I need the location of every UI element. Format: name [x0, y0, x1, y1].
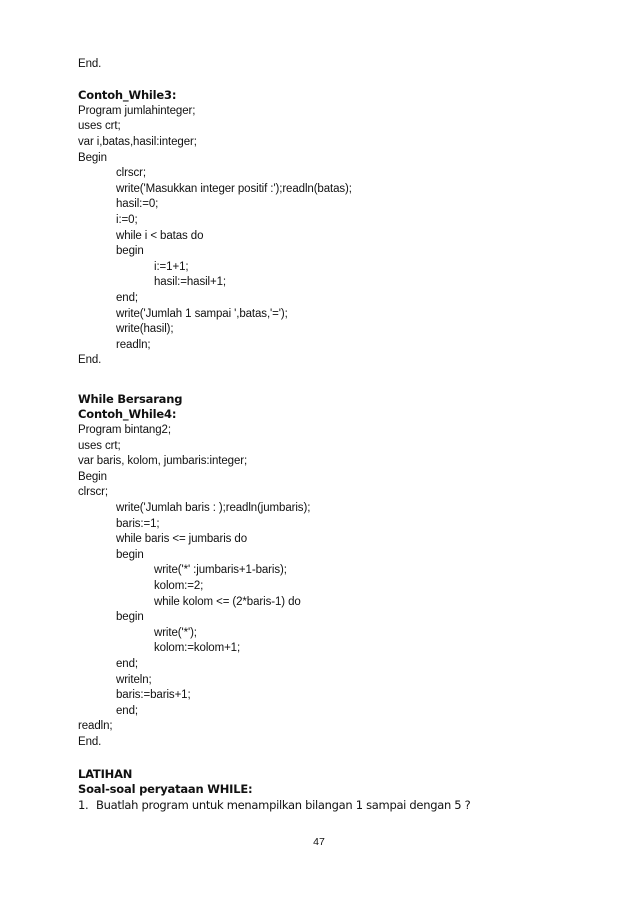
- code-line: End.: [78, 354, 102, 367]
- code-line: write(hasil);: [116, 323, 174, 336]
- code-line: begin: [116, 245, 144, 258]
- exercise-title: LATIHAN: [78, 766, 133, 781]
- code-line: end;: [116, 657, 138, 670]
- code-line: baris:=1;: [116, 517, 160, 530]
- code-line: write('*');: [154, 626, 197, 639]
- code-line: write('Jumlah 1 sampai ',batas,'=');: [116, 307, 288, 320]
- spacer: [78, 369, 598, 392]
- code-line: begin: [116, 611, 144, 624]
- code-line: hasil:=hasil+1;: [154, 276, 227, 289]
- code-line: i:=0;: [116, 213, 138, 226]
- code-line: write('Jumlah baris : );readln(jumbaris);: [116, 502, 311, 515]
- example-heading-while4: Contoh_While4:: [78, 407, 177, 422]
- code-line: kolom:=kolom+1;: [154, 642, 241, 655]
- section-title-while-bersarang: While Bersarang: [78, 391, 183, 406]
- code-line: while i < batas do: [116, 229, 204, 242]
- end-statement: End.: [78, 58, 102, 70]
- page-content: [78, 57, 598, 813]
- code-line: readln;: [78, 720, 113, 733]
- code-line: while baris <= jumbaris do: [116, 533, 247, 546]
- page-number: 47: [313, 836, 325, 848]
- code-line: end;: [116, 291, 138, 304]
- code-line: Begin: [78, 151, 107, 164]
- code-line: hasil:=0;: [116, 198, 159, 211]
- code-line: uses crt;: [78, 120, 121, 133]
- code-line: end;: [116, 704, 138, 717]
- code-line: uses crt;: [78, 439, 121, 452]
- code-line: begin: [116, 548, 144, 561]
- code-line: End.: [78, 735, 102, 748]
- code-line: kolom:=2;: [154, 580, 204, 592]
- code-line: write('Masukkan integer positif :');readln(batas);: [116, 182, 352, 195]
- code-line: i:=1+1;: [154, 260, 189, 273]
- spacer: [78, 73, 598, 89]
- exercise-item: [78, 798, 598, 814]
- code-line: clrscr;: [116, 167, 146, 180]
- code-line: writeln;: [116, 673, 152, 686]
- code-line: clrscr;: [78, 486, 108, 499]
- code-line: Program bintang2;: [78, 424, 171, 437]
- example-heading-while3: Contoh_While3:: [78, 88, 177, 103]
- code-line: Begin: [78, 470, 107, 483]
- code-line: var baris, kolom, jumbaris:integer;: [78, 455, 248, 468]
- exercise-item-text: Buatlah program untuk menampilkan bilangan 1 sampai dengan 5 ?: [96, 797, 471, 812]
- code-line: baris:=baris+1;: [116, 689, 191, 702]
- code-line: Program jumlahinteger;: [78, 104, 196, 117]
- code-line: write('*' :jumbaris+1-baris);: [154, 564, 287, 577]
- code-line: readln;: [116, 338, 151, 351]
- spacer: [78, 751, 598, 767]
- exercise-item-number: 1.: [78, 797, 89, 812]
- exercise-subtitle: Soal-soal peryataan WHILE:: [78, 782, 253, 797]
- code-line: var i,batas,hasil:integer;: [78, 135, 197, 148]
- code-line: while kolom <= (2*baris-1) do: [154, 595, 301, 608]
